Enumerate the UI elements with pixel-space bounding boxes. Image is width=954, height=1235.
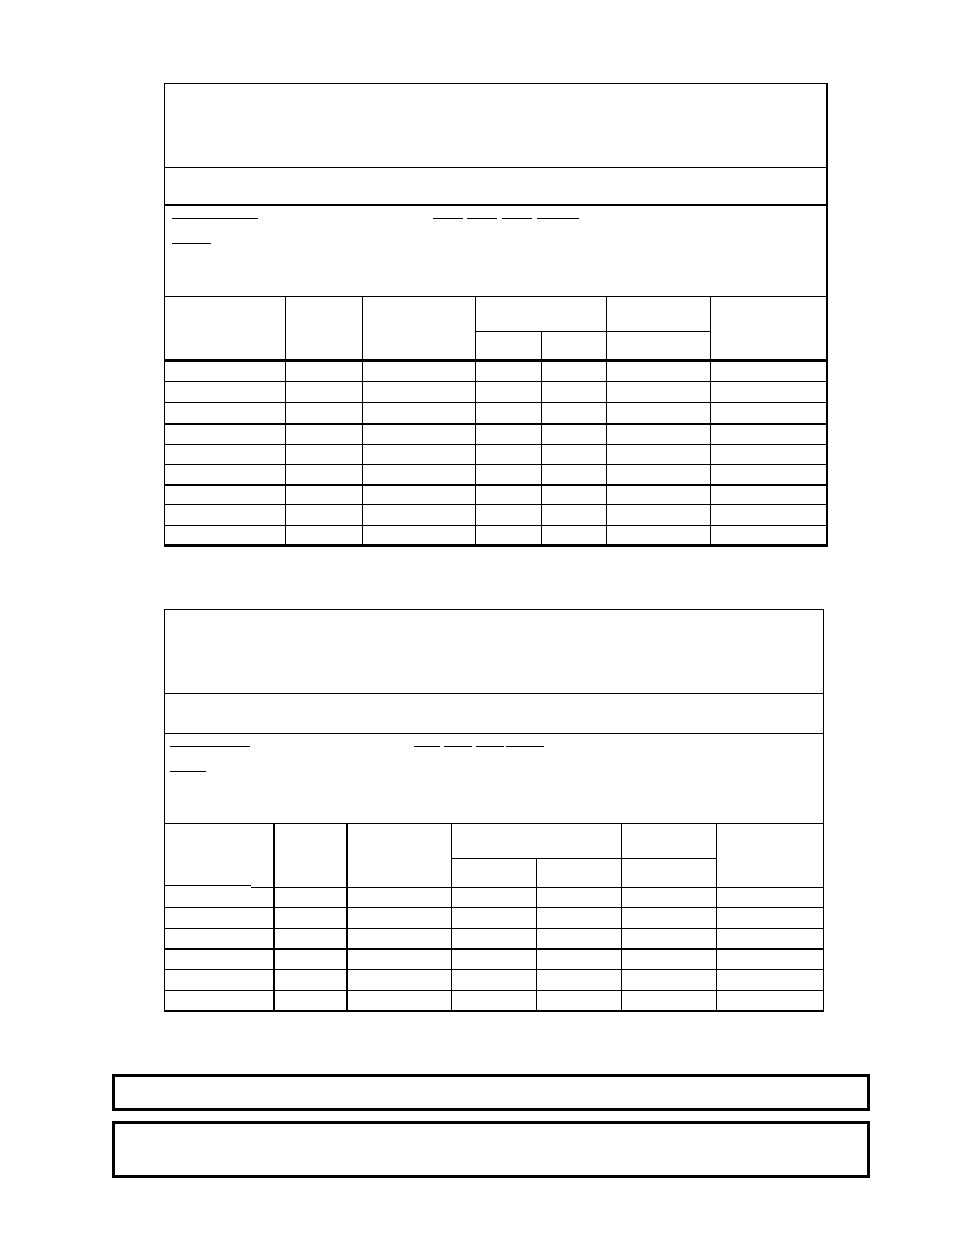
table-row — [165, 969, 823, 970]
table-row — [165, 928, 823, 929]
form-b-blank-date-4[interactable] — [506, 746, 544, 747]
form-a — [164, 83, 828, 547]
form-a-title-box — [165, 84, 826, 168]
form-b-subtitle-box — [165, 694, 823, 734]
form-b-col-line — [346, 824, 348, 1011]
form-b-col-line — [273, 824, 275, 1011]
form-a-blank-date-3[interactable] — [502, 218, 532, 219]
form-b-table — [165, 824, 823, 1011]
form-a-col-line — [475, 297, 476, 545]
form-b — [164, 609, 824, 1012]
form-a-col-line — [362, 297, 363, 545]
form-b-blank-date-2[interactable] — [444, 746, 472, 747]
form-a-col-line — [606, 297, 607, 545]
table-row — [165, 464, 826, 465]
note-box-2 — [112, 1121, 870, 1178]
table-row — [165, 907, 823, 908]
form-a-blank-date-2[interactable] — [467, 218, 497, 219]
form-b-header-underline — [165, 885, 251, 886]
note-box-1 — [112, 1074, 870, 1111]
form-a-blank-date-4[interactable] — [537, 218, 579, 219]
table-row — [165, 423, 826, 425]
form-b-col-line — [451, 824, 452, 1011]
table-row — [165, 444, 826, 445]
form-b-blank-date-3[interactable] — [476, 746, 504, 747]
form-a-blank-field-1[interactable] — [172, 218, 258, 219]
form-a-info-box — [165, 206, 826, 297]
form-b-info-box — [165, 734, 823, 824]
form-b-blank-field-1[interactable] — [170, 746, 250, 747]
form-b-col-line — [716, 824, 717, 1011]
table-row — [165, 948, 823, 950]
form-b-header-split — [451, 858, 716, 859]
form-b-col-line — [621, 824, 622, 1011]
form-a-header-split — [475, 331, 710, 332]
form-b-header-bottom — [251, 887, 823, 888]
form-b-col-line — [536, 858, 537, 1011]
table-row — [165, 525, 826, 526]
table-row — [165, 484, 826, 486]
form-a-table — [165, 297, 826, 545]
form-a-blank-date-1[interactable] — [433, 218, 463, 219]
form-a-blank-field-2[interactable] — [172, 243, 211, 244]
form-a-col-line — [541, 331, 542, 545]
table-row — [165, 1010, 823, 1012]
form-b-title-box — [165, 610, 823, 694]
table-row — [165, 990, 823, 991]
table-row — [165, 381, 826, 382]
form-b-blank-field-2[interactable] — [170, 771, 206, 772]
form-b-blank-date-1[interactable] — [414, 746, 440, 747]
form-a-subtitle-box — [165, 168, 826, 206]
form-a-col-line — [710, 297, 711, 545]
form-a-col-line — [285, 297, 286, 545]
table-row — [165, 504, 826, 505]
table-row — [165, 402, 826, 403]
form-a-header-bottom — [165, 359, 826, 362]
